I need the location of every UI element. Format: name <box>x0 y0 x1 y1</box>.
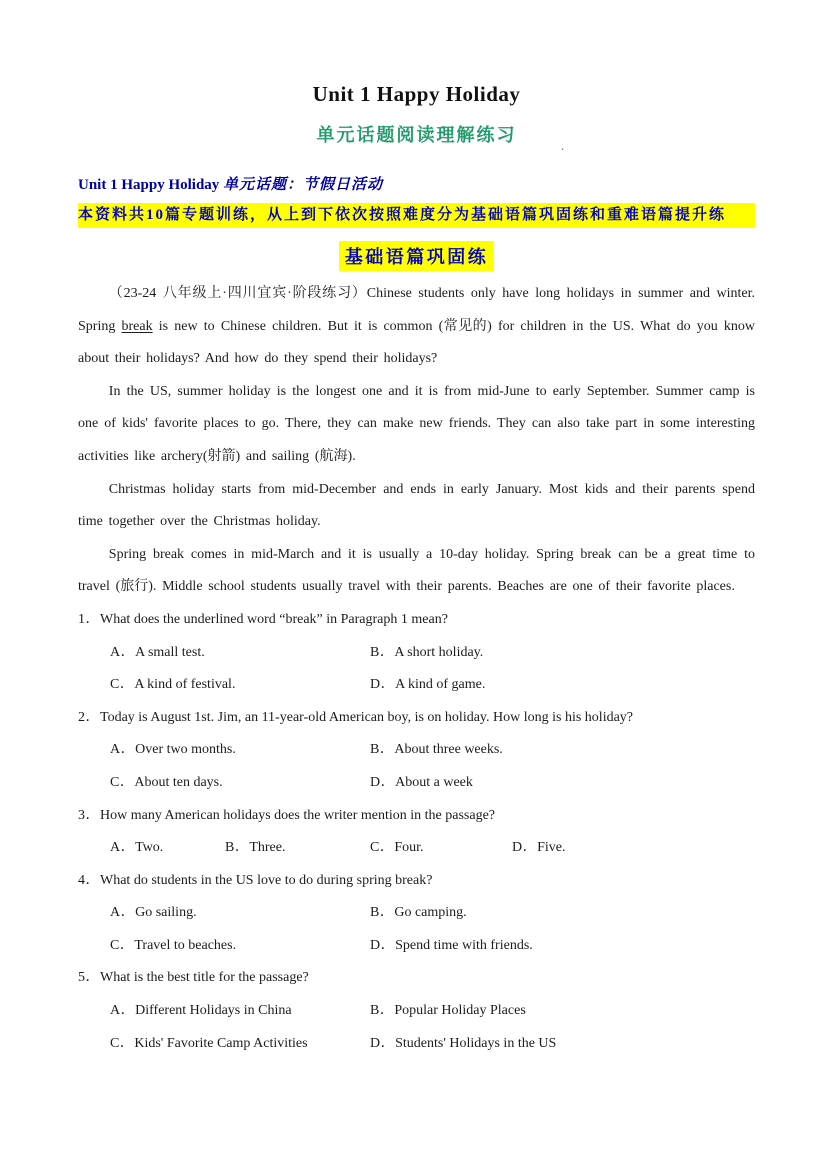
question-1-options <box>110 637 755 702</box>
option-label: A． <box>110 905 136 921</box>
option-3a <box>110 832 225 865</box>
option-5a <box>110 995 370 1028</box>
option-label: B． <box>370 644 395 660</box>
option-label: B． <box>370 905 395 921</box>
option-label: D． <box>370 677 396 693</box>
question-text: What does the underlined word “break” in Paragraph 1 mean? <box>100 611 448 627</box>
highlighted-notice: 本资料共10篇专题训练，从上到下依次按照难度分为基础语篇巩固练和重难语篇提升练 <box>78 203 755 228</box>
option-text: About ten days. <box>134 774 223 790</box>
option-label: C． <box>370 840 395 856</box>
option-text: Different Holidays in China <box>135 1003 292 1019</box>
option-label: D． <box>370 774 396 790</box>
option-label: C． <box>110 677 135 693</box>
option-text: About three weeks. <box>394 742 503 758</box>
option-1c <box>110 669 370 702</box>
passage-paragraph-3: Christmas holiday starts from mid-December and ends in early January. Most kids and their parents spend time together over the Christmas holiday. <box>78 481 755 530</box>
option-3b <box>225 832 370 865</box>
option-label: A． <box>110 1003 136 1019</box>
passage-paragraph-1 <box>78 278 755 376</box>
page-title: Unit 1 Happy Holiday <box>312 82 521 106</box>
question-text: How many American holidays does the writer mention in the passage? <box>100 807 496 823</box>
option-label: D． <box>370 1035 396 1051</box>
underlined-word-break: break <box>121 318 153 334</box>
question-5-options <box>110 995 755 1060</box>
option-text: Go sailing. <box>135 905 197 921</box>
option-text: A short holiday. <box>394 644 484 660</box>
option-text: Two. <box>135 840 164 856</box>
stray-dot-mark: . <box>561 138 565 153</box>
option-4c <box>110 930 370 963</box>
option-label: D． <box>370 937 396 953</box>
option-text: Over two months. <box>135 742 236 758</box>
option-text: Popular Holiday Places <box>394 1003 526 1019</box>
option-label: D． <box>512 840 538 856</box>
question-3-text-line <box>78 800 755 833</box>
unit-topic-heading-chinese: 单元话题：节假日活动 <box>223 177 384 193</box>
question-1 <box>78 604 755 702</box>
option-text: Students' Holidays in the US <box>395 1035 557 1051</box>
option-text: Spend time with friends. <box>395 937 533 953</box>
option-5b <box>370 995 755 1028</box>
passage-paragraph-4: Spring break comes in mid-March and it is usually a 10-day holiday. Spring break can be a great time to travel (旅行). Middle school students usually travel with their parents. Beaches are one of their favorite places. <box>78 546 755 595</box>
option-2b <box>370 734 755 767</box>
option-3d <box>512 832 755 865</box>
question-1-text-line <box>78 604 755 637</box>
option-text: Kids' Favorite Camp Activities <box>134 1035 308 1051</box>
option-label: B． <box>370 1003 395 1019</box>
option-text: Three. <box>249 840 286 856</box>
option-2d <box>370 767 755 800</box>
question-4 <box>78 865 755 963</box>
questions <box>78 604 755 1060</box>
option-label: C． <box>110 937 135 953</box>
question-2 <box>78 702 755 800</box>
option-text: Four. <box>394 840 424 856</box>
paragraph-1-text-before: Chinese students only have long holidays in summer and winter. Spring <box>78 286 755 334</box>
question-number: 5． <box>78 970 100 986</box>
option-1a <box>110 637 370 670</box>
page-subtitle: 单元话题阅读理解练习 <box>316 125 517 145</box>
option-1b <box>370 637 755 670</box>
document-page <box>0 82 827 1090</box>
question-5 <box>78 962 755 1060</box>
option-label: C． <box>110 774 135 790</box>
option-2c <box>110 767 370 800</box>
option-text: A kind of game. <box>395 677 486 693</box>
option-5c <box>110 1028 370 1061</box>
question-number: 3． <box>78 807 100 823</box>
unit-topic-heading <box>78 173 755 194</box>
option-4b <box>370 897 755 930</box>
passage-paragraph-2: In the US, summer holiday is the longest one and it is from mid-June to early September. Summer camp is one of kids' favorite places to go. There, they can make new friends. They can also take part in some interesting activities like archery(射箭) and sailing (航海). <box>78 383 755 464</box>
option-label: B． <box>370 742 395 758</box>
option-text: A small test. <box>135 644 205 660</box>
question-2-text-line <box>78 702 755 735</box>
option-text: Travel to beaches. <box>134 937 237 953</box>
option-text: Five. <box>537 840 566 856</box>
question-text: What do students in the US love to do during spring break? <box>100 872 433 888</box>
question-3 <box>78 800 755 865</box>
option-label: A． <box>110 644 136 660</box>
question-number: 1． <box>78 611 100 627</box>
reading-exercise <box>78 278 755 1060</box>
question-number: 2． <box>78 709 100 725</box>
question-2-options <box>110 734 755 799</box>
option-label: B． <box>225 840 250 856</box>
option-4a <box>110 897 370 930</box>
question-5-text-line <box>78 962 755 995</box>
section-title-row <box>78 241 755 271</box>
question-4-options <box>110 897 755 962</box>
section-title: 基础语篇巩固练 <box>339 241 495 271</box>
question-text: What is the best title for the passage? <box>100 970 309 986</box>
paragraph-1-text-after: is new to Chinese children. But it is common (常见的) for children in the US. What do you know about their holidays? And how do they spend their holidays? <box>78 318 755 367</box>
question-text: Today is August 1st. Jim, an 11-year-old American boy, is on holiday. How long is his holiday? <box>100 709 634 725</box>
option-label: A． <box>110 742 136 758</box>
option-text: A kind of festival. <box>134 677 236 693</box>
unit-topic-heading-english: Unit 1 Happy Holiday <box>78 177 224 193</box>
option-1d <box>370 669 755 702</box>
option-label: C． <box>110 1035 135 1051</box>
option-label: A． <box>110 840 136 856</box>
source-tag: （23-24 八年级上·四川宜宾·阶段练习） <box>108 286 367 301</box>
option-2a <box>110 734 370 767</box>
question-number: 4． <box>78 872 100 888</box>
option-text: About a week <box>395 774 473 790</box>
question-3-options <box>110 832 755 865</box>
question-4-text-line <box>78 865 755 898</box>
option-text: Go camping. <box>394 905 467 921</box>
option-5d <box>370 1028 755 1061</box>
option-3c <box>370 832 512 865</box>
option-4d <box>370 930 755 963</box>
